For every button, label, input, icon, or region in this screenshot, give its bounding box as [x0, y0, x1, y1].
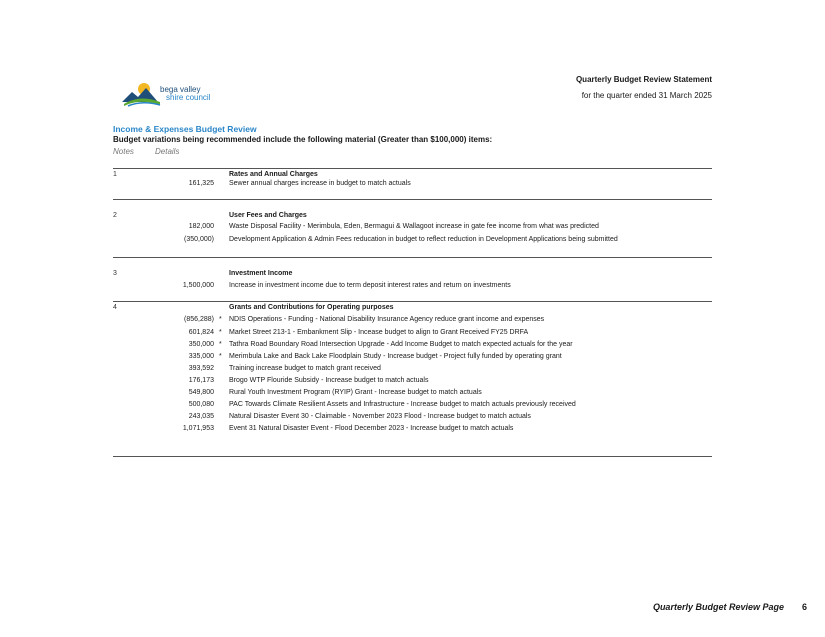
divider [113, 301, 712, 302]
group-title: Investment Income [229, 270, 293, 277]
column-header-notes: Notes [113, 147, 134, 156]
divider [113, 257, 712, 258]
logo-text-line2: shire council [166, 93, 211, 102]
logo-text-line1: bega valley [160, 85, 201, 94]
item-amount: 393,592 [188, 365, 214, 372]
item-description: Waste Disposal Facility - Merimbula, Eden, Bermagui & Wallagoot increase in gate fee income from what was predicted [229, 223, 599, 230]
item-description: Natural Disaster Event 30 - Claimable - November 2023 Flood - Increase budget to match actuals [229, 413, 531, 420]
section-subtitle: Budget variations being recommended include the following material (Greater than $100,000) items: [113, 135, 493, 144]
item-description: Tathra Road Boundary Road Intersection Upgrade - Add Income Budget to match expected actuals for the year [229, 341, 573, 348]
item-amount: 601,824 [188, 329, 214, 336]
item-amount: 182,000 [188, 223, 214, 230]
item-amount: 350,000 [188, 341, 214, 348]
statement-subtitle: for the quarter ended 31 March 2025 [581, 91, 712, 100]
item-description: Rural Youth Investment Program (RYIP) Grant - Increase budget to match actuals [229, 389, 482, 396]
group-title: User Fees and Charges [229, 212, 307, 219]
item-amount: (350,000) [184, 236, 214, 243]
item-description: Development Application & Admin Fees reducation in budget to reflect reduction in Development Applications being submitted [229, 236, 618, 243]
item-marker: * [219, 316, 222, 323]
item-description: PAC Towards Climate Resilient Assets and Infrastructure - Increase budget to match actuals previously received [229, 401, 576, 408]
divider [113, 199, 712, 200]
divider [113, 168, 712, 169]
item-amount: 1,500,000 [182, 282, 214, 289]
item-amount: 1,071,953 [182, 425, 214, 432]
item-amount: 243,035 [188, 413, 214, 420]
page-footer [653, 602, 807, 612]
section-title: Income & Expenses Budget Review [113, 124, 257, 134]
item-amount: 176,173 [188, 377, 214, 384]
column-header-details: Details [155, 147, 180, 156]
item-description: Merimbula Lake and Back Lake Floodplain Study - Increase budget - Project fully funded by operating grant [229, 353, 562, 360]
item-marker: * [219, 329, 222, 336]
item-description: NDIS Operations - Funding - National Disability Insurance Agency reduce grant income and expenses [229, 316, 545, 323]
note-number: 2 [113, 212, 117, 219]
group-title: Grants and Contributions for Operating purposes [229, 304, 394, 311]
item-amount: 500,080 [188, 401, 214, 408]
item-description: Increase in investment income due to term deposit interest rates and return on investments [229, 282, 511, 289]
statement-title: Quarterly Budget Review Statement [575, 75, 712, 84]
item-amount: 335,000 [188, 353, 214, 360]
footer-label: Quarterly Budget Review Page [652, 602, 784, 612]
note-number: 1 [113, 171, 117, 178]
page-number: 6 [801, 602, 807, 612]
item-description: Sewer annual charges increase in budget to match actuals [229, 180, 411, 187]
council-logo [120, 78, 220, 112]
item-description: Brogo WTP Flouride Subsidy - Increase budget to match actuals [229, 377, 429, 384]
note-number: 3 [113, 270, 117, 277]
note-number: 4 [113, 304, 117, 311]
item-description: Training increase budget to match grant received [229, 365, 381, 372]
group-title: Rates and Annual Charges [229, 171, 318, 178]
item-description: Event 31 Natural Disaster Event - Flood December 2023 - Increase budget to match actuals [229, 425, 514, 432]
item-amount: 549,800 [188, 389, 214, 396]
item-amount: 161,325 [188, 180, 214, 187]
item-marker: * [219, 353, 222, 360]
item-marker: * [219, 341, 222, 348]
divider [113, 456, 712, 457]
item-description: Market Street 213-1 - Embankment Slip - Incease budget to align to Grant Received FY25 DRFA [229, 329, 529, 336]
item-amount: (856,288) [184, 316, 214, 323]
